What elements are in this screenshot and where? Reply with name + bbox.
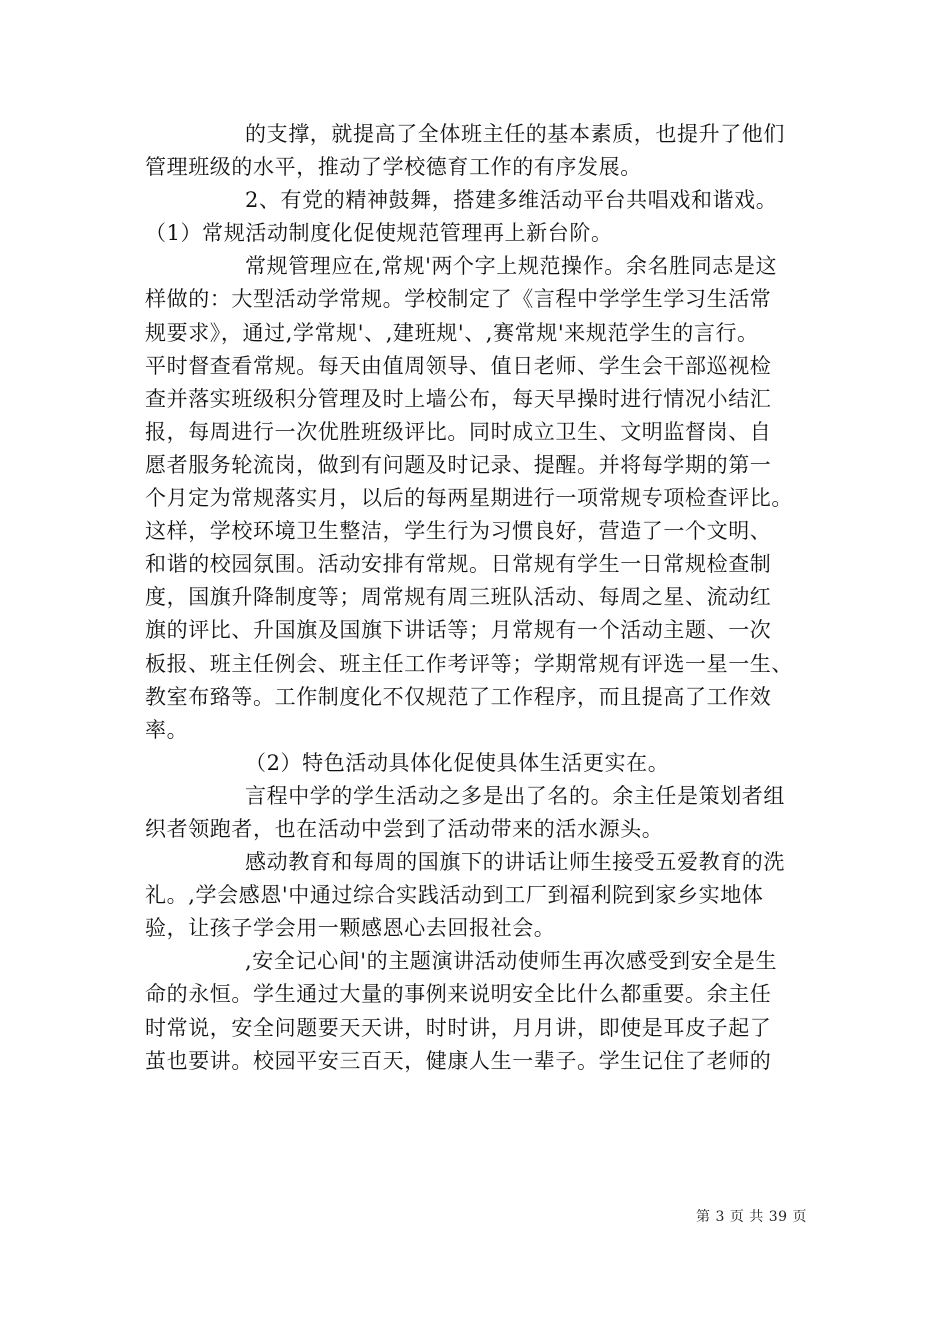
paragraph-line: 板报、班主任例会、班主任工作考评等；学期常规有评选一星一生、 bbox=[145, 651, 793, 676]
paragraph-line: 教室布臵等。工作制度化不仅规范了工作程序，而且提高了工作效 bbox=[145, 684, 772, 709]
paragraph-line: 样做的：大型活动学常规。学校制定了《言程中学学生学习生活常 bbox=[145, 287, 772, 312]
paragraph-line: 命的永恒。学生通过大量的事例来说明安全比什么都重要。余主任 bbox=[145, 982, 772, 1007]
paragraph-line: 率。 bbox=[145, 717, 189, 742]
paragraph-line: 报，每周进行一次优胜班级评比。同时成立卫生、文明监督岗、自 bbox=[145, 419, 772, 444]
paragraph-line: 礼。,学会感恩'中通过综合实践活动到工厂到福利院到家乡实地体 bbox=[145, 883, 764, 908]
paragraph-line: 规要求》，通过,学常规'、,建班规'、,赛常规'来规范学生的言行。 bbox=[145, 320, 759, 345]
paragraph-line: ,安全记心间'的主题演讲活动使师生再次感受到安全是生 bbox=[245, 949, 778, 974]
paragraph-line: 茧也要讲。校园平安三百天，健康人生一辈子。学生记住了老师的 bbox=[145, 1048, 772, 1073]
page-number: 第 3 页 共 39 页 bbox=[696, 1209, 807, 1225]
subsection-heading: （2）特色活动具体化促使具体生活更实在。 bbox=[245, 750, 670, 775]
paragraph-line: 查并落实班级积分管理及时上墙公布，每天早操时进行情况小结汇 bbox=[145, 386, 772, 411]
section-heading: 2、有党的精神鼓舞，搭建多维活动平台共唱戏和谐戏。 bbox=[245, 188, 778, 213]
paragraph-line: 和谐的校园氛围。活动安排有常规。日常规有学生一日常规检查制 bbox=[145, 552, 772, 577]
paragraph-line: 时常说，安全问题要天天讲，时时讲，月月讲，即使是耳皮子起了 bbox=[145, 1015, 772, 1040]
paragraph-line: 验，让孩子学会用一颗感恩心去回报社会。 bbox=[145, 916, 556, 941]
paragraph-line: 平时督查看常规。每天由值周领导、值日老师、学生会干部巡视检 bbox=[145, 353, 772, 378]
paragraph-line: 感动教育和每周的国旗下的讲话让师生接受五爱教育的洗 bbox=[245, 850, 785, 875]
paragraph-line: 旗的评比、升国旗及国旗下讲话等；月常规有一个活动主题、一次 bbox=[145, 618, 772, 643]
body-text bbox=[145, 118, 815, 1078]
subsection-heading: （1）常规活动制度化促使规范管理再上新台阶。 bbox=[145, 221, 613, 246]
paragraph-line: 言程中学的学生活动之多是出了名的。余主任是策划者组 bbox=[245, 783, 785, 808]
paragraph-line: 这样，学校环境卫生整洁，学生行为习惯良好，营造了一个文明、 bbox=[145, 519, 772, 544]
paragraph-line: 愿者服务轮流岗，做到有问题及时记录、提醒。并将每学期的第一 bbox=[145, 452, 772, 477]
paragraph-line: 管理班级的水平，推动了学校德育工作的有序发展。 bbox=[145, 155, 642, 180]
paragraph-line: 织者领跑者，也在活动中尝到了活动带来的活水源头。 bbox=[145, 816, 664, 841]
paragraph-line: 个月定为常规落实月，以后的每两星期进行一项常规专项检查评比。 bbox=[145, 486, 793, 511]
paragraph-line: 的支撑，就提高了全体班主任的基本素质，也提升了他们 bbox=[245, 122, 785, 146]
paragraph-line: 度，国旗升降制度等；周常规有周三班队活动、每周之星、流动红 bbox=[145, 585, 772, 610]
paragraph-line: 常规管理应在,常规'两个字上规范操作。余名胜同志是这 bbox=[245, 254, 778, 279]
